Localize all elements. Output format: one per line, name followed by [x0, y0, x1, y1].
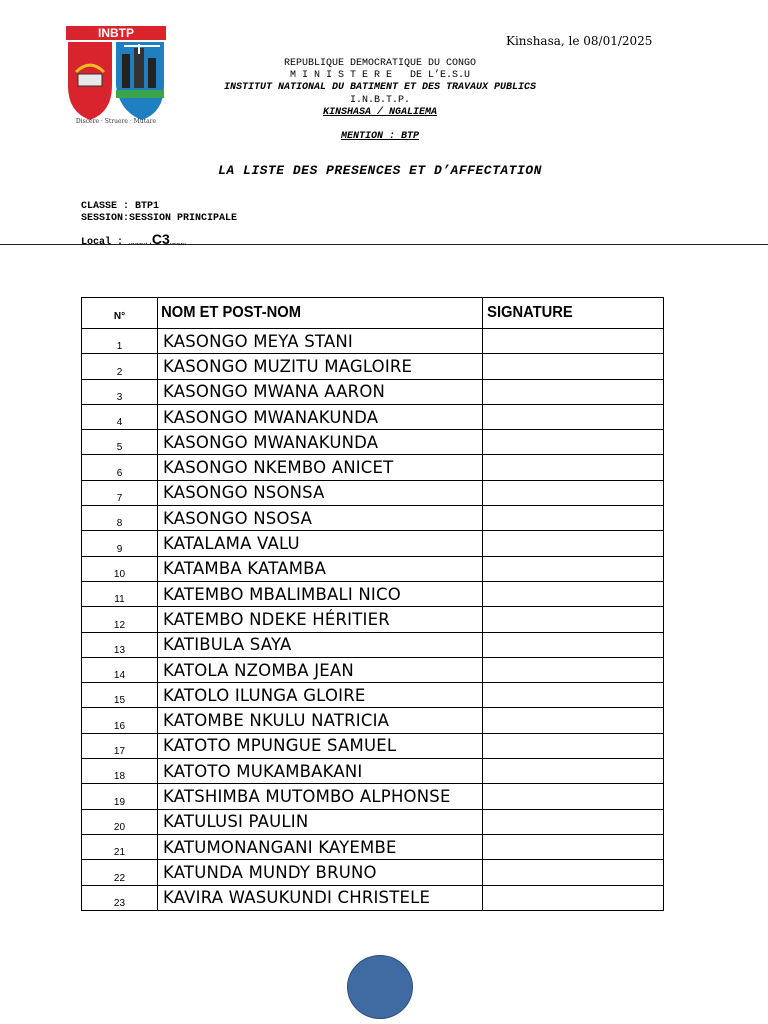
- student-name: KATEMBO MBALIMBALI NICO: [157, 581, 482, 606]
- table-row: [82, 885, 664, 910]
- student-name: KASONGO MWANAKUNDA: [157, 404, 482, 429]
- student-name: KASONGO MWANA AARON: [157, 379, 482, 404]
- row-number: 11: [82, 581, 158, 606]
- table-row: [82, 329, 664, 354]
- table-row: [82, 683, 664, 708]
- signature-cell[interactable]: [483, 657, 664, 682]
- col-header-number: N°: [82, 298, 158, 329]
- row-number: 16: [82, 708, 158, 733]
- row-number: 22: [82, 860, 158, 885]
- row-number: 13: [82, 632, 158, 657]
- student-name: KASONGO MUZITU MAGLOIRE: [157, 354, 482, 379]
- signature-cell[interactable]: [483, 379, 664, 404]
- signature-cell[interactable]: [483, 733, 664, 758]
- local-label: Local :: [81, 237, 130, 248]
- student-name: KATULUSI PAULIN: [157, 809, 482, 834]
- class-label: CLASSE : BTP1: [81, 201, 160, 212]
- mention: MENTION : BTP: [340, 131, 419, 142]
- row-number: 1: [82, 329, 158, 354]
- document-title: LA LISTE DES PRESENCES ET D’AFFECTATION: [218, 163, 542, 178]
- student-name: KATOLA NZOMBA JEAN: [157, 657, 482, 682]
- table-header-row: [82, 298, 664, 329]
- row-number: 5: [82, 430, 158, 455]
- table-row: [82, 531, 664, 556]
- row-number: 9: [82, 531, 158, 556]
- student-name: KATALAMA VALU: [157, 531, 482, 556]
- signature-cell[interactable]: [483, 354, 664, 379]
- signature-cell[interactable]: [483, 455, 664, 480]
- header-acronym: I.N.B.T.P.: [349, 95, 410, 106]
- student-name: KATEMBO NDEKE HÉRITIER: [157, 607, 482, 632]
- row-number: 18: [82, 759, 158, 784]
- signature-cell[interactable]: [483, 809, 664, 834]
- student-name: KASONGO NKEMBO ANICET: [157, 455, 482, 480]
- signature-cell[interactable]: [483, 784, 664, 809]
- row-number: 6: [82, 455, 158, 480]
- row-number: 14: [82, 657, 158, 682]
- signature-cell[interactable]: [483, 329, 664, 354]
- signature-cell[interactable]: [483, 556, 664, 581]
- row-number: 17: [82, 733, 158, 758]
- student-name: KATSHIMBA MUTOMBO ALPHONSE: [157, 784, 482, 809]
- table-row: [82, 809, 664, 834]
- signature-cell[interactable]: [483, 885, 664, 910]
- student-name: KATAMBA KATAMBA: [157, 556, 482, 581]
- table-row: [82, 784, 664, 809]
- local-value: C3: [151, 231, 170, 247]
- signature-cell[interactable]: [483, 632, 664, 657]
- row-number: 19: [82, 784, 158, 809]
- signature-cell[interactable]: [483, 860, 664, 885]
- student-name: KATOTO MPUNGUE SAMUEL: [157, 733, 482, 758]
- row-number: 12: [82, 607, 158, 632]
- student-name: KASONGO MEYA STANI: [157, 329, 482, 354]
- table-row: [82, 581, 664, 606]
- student-name: KATUMONANGANI KAYEMBE: [157, 834, 482, 859]
- row-number: 15: [82, 683, 158, 708]
- row-number: 2: [82, 354, 158, 379]
- signature-cell[interactable]: [483, 430, 664, 455]
- row-number: 8: [82, 506, 158, 531]
- table-row: [82, 480, 664, 505]
- header-divider: [0, 244, 768, 245]
- student-name: KASONGO NSOSA: [157, 506, 482, 531]
- signature-cell[interactable]: [483, 759, 664, 784]
- student-name: KATUNDA MUNDY BRUNO: [157, 860, 482, 885]
- student-name: KASONGO NSONSA: [157, 480, 482, 505]
- col-header-name: NOM ET POST-NOM: [157, 298, 456, 329]
- table-row: [82, 506, 664, 531]
- student-name: KATOMBE NKULU NATRICIA: [157, 708, 482, 733]
- header-ministry: M I N I S T E R E DE L’E.S.U: [289, 70, 471, 81]
- row-number: 21: [82, 834, 158, 859]
- signature-cell[interactable]: [483, 404, 664, 429]
- session-label: SESSION:SESSION PRINCIPALE: [81, 213, 238, 224]
- inbtp-logo: [64, 24, 168, 124]
- header-location: KINSHASA / NGALIEMA: [322, 107, 438, 118]
- signature-cell[interactable]: [483, 506, 664, 531]
- signature-cell[interactable]: [483, 607, 664, 632]
- table-row: [82, 404, 664, 429]
- table-row: [82, 354, 664, 379]
- student-name: KAVIRA WASUKUNDI CHRISTELE: [157, 885, 482, 910]
- local-dots-left: …………..: [129, 238, 152, 247]
- header-institute: INSTITUT NATIONAL DU BATIMENT ET DES TRAVAUX PUBLICS: [223, 82, 537, 93]
- table-row: [82, 455, 664, 480]
- col-header-signature: SIGNATURE: [483, 298, 649, 329]
- document-date: Kinshasa, le 08/01/2025: [506, 34, 653, 48]
- row-number: 10: [82, 556, 158, 581]
- page-marker-circle: [347, 955, 413, 1019]
- table-body: [82, 329, 664, 911]
- table-row: [82, 759, 664, 784]
- signature-cell[interactable]: [483, 480, 664, 505]
- table-row: [82, 860, 664, 885]
- table-row: [82, 733, 664, 758]
- row-number: 7: [82, 480, 158, 505]
- signature-cell[interactable]: [483, 834, 664, 859]
- row-number: 20: [82, 809, 158, 834]
- table-row: [82, 632, 664, 657]
- table-row: [82, 708, 664, 733]
- signature-cell[interactable]: [483, 581, 664, 606]
- table-row: [82, 834, 664, 859]
- student-name: KATIBULA SAYA: [157, 632, 482, 657]
- student-name: KASONGO MWANAKUNDA: [157, 430, 482, 455]
- row-number: 4: [82, 404, 158, 429]
- table-row: [82, 556, 664, 581]
- table-row: [82, 430, 664, 455]
- row-number: 3: [82, 379, 158, 404]
- header-republic: REPUBLIQUE DEMOCRATIQUE DU CONGO: [283, 58, 477, 69]
- row-number: 23: [82, 885, 158, 910]
- attendance-table: [81, 297, 664, 911]
- table-row: [82, 607, 664, 632]
- signature-cell[interactable]: [483, 531, 664, 556]
- logo-motto: Discere · Struere · Mutare: [75, 118, 157, 124]
- student-name: KATOLO ILUNGA GLOIRE: [157, 683, 482, 708]
- signature-cell[interactable]: [483, 708, 664, 733]
- table-row: [82, 379, 664, 404]
- student-name: KATOTO MUKAMBAKANI: [157, 759, 482, 784]
- logo-text: INBTP: [98, 26, 134, 40]
- local-dots-right: …………: [169, 238, 185, 247]
- local-line: [81, 231, 185, 248]
- table-row: [82, 657, 664, 682]
- signature-cell[interactable]: [483, 683, 664, 708]
